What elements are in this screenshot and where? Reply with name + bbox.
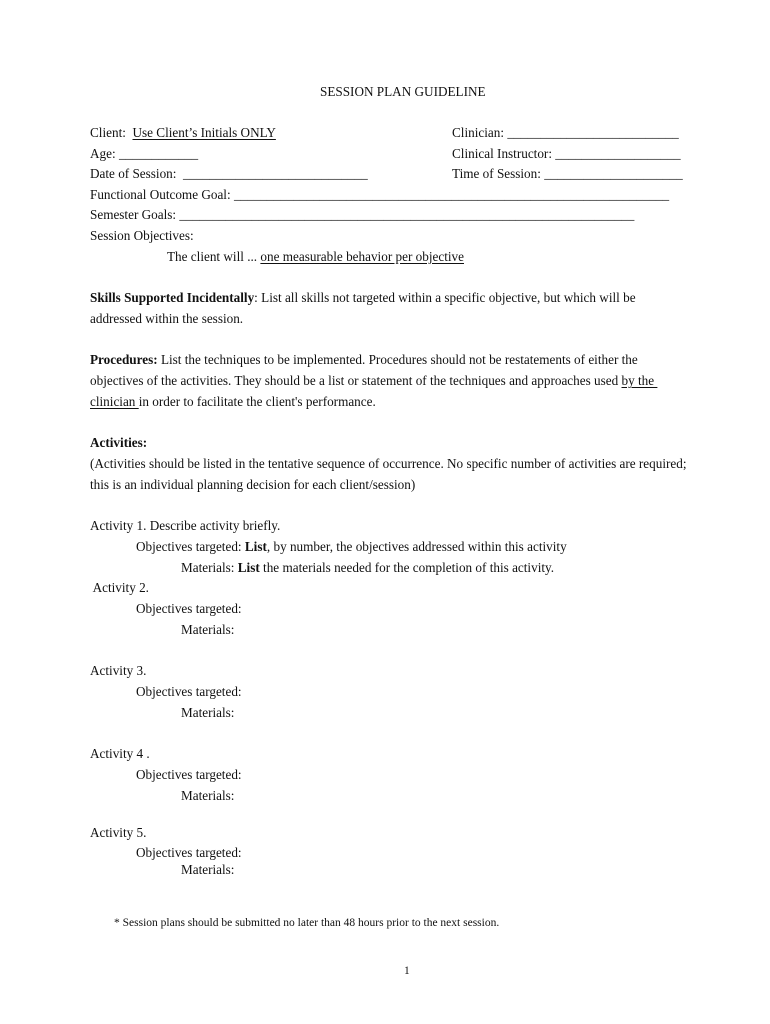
time-blank: _____________________ [544, 166, 683, 181]
functional-goal-field [90, 187, 669, 203]
activities-heading [90, 435, 147, 451]
date-field [90, 166, 368, 182]
client-label: Client: [90, 125, 126, 140]
clinician-blank: __________________________ [507, 125, 679, 140]
time-label: Time of Session: [452, 166, 541, 181]
activity-4-title: Activity 4 . [90, 746, 150, 761]
client-field [90, 125, 276, 141]
semester-goals-field [90, 207, 634, 223]
activity-1-mat-label: Materials: [181, 560, 238, 575]
activity-1-obj-label: Objectives targeted: [136, 539, 245, 554]
clinician-label: Clinician: [452, 125, 505, 140]
procedures-heading: Procedures: [90, 352, 158, 367]
age-field [90, 146, 198, 162]
activities-line-1: (Activities should be listed in the tentative sequence of occurrence. No specific number of activities are required; [90, 456, 687, 471]
page-number: 1 [404, 965, 410, 977]
instructor-blank: ___________________ [555, 146, 681, 161]
activities-line-2: this is an individual planning decision for each client/session) [90, 477, 416, 492]
activity-4-materials: Materials: [181, 788, 235, 803]
skills-line-2: addressed within the session. [90, 311, 244, 326]
activity-1-materials [181, 560, 554, 576]
procedures-underlined-3: clinician [90, 394, 139, 409]
age-label: Age: [90, 146, 116, 161]
date-label: Date of Session: [90, 166, 177, 181]
procedures-line-3 [90, 394, 376, 410]
skills-line-1 [90, 290, 636, 306]
instructor-label: Clinical Instructor: [452, 146, 552, 161]
activity-5-objectives: Objectives targeted: [136, 845, 242, 860]
skills-text-1: : List all skills not targeted within a specific objective, but which will be [254, 290, 636, 305]
activity-1-objectives [136, 539, 567, 555]
procedures-line-2 [90, 373, 657, 389]
functional-label: Functional Outcome Goal: [90, 187, 231, 202]
functional-blank: __________________________________________________________________ [233, 187, 670, 202]
procedures-text-2: objectives of the activities. They should be a list or statement of the techniques and approaches used [90, 373, 622, 388]
client-will-text: The client will ... [167, 249, 258, 264]
client-will-underlined: one measurable behavior per objective [260, 249, 464, 264]
instructor-field [452, 146, 681, 162]
clinician-field [452, 125, 679, 141]
activity-1-title: Activity 1. Describe activity briefly. [90, 518, 281, 533]
client-value: Use Client’s Initials ONLY [132, 125, 276, 140]
semester-label: Semester Goals: [90, 207, 177, 222]
procedures-underlined-2: by the [621, 373, 658, 388]
procedures-text-3: in order to facilitate the client's performance. [138, 394, 376, 409]
activity-1-mat-bold: List [237, 560, 260, 575]
semester-blank: _____________________________________________________________________ [179, 207, 635, 222]
activity-1-mat-rest: the materials needed for the completion of this activity. [259, 560, 555, 575]
activity-4-objectives: Objectives targeted: [136, 767, 242, 782]
activity-5-materials: Materials: [181, 862, 235, 877]
activity-3-objectives: Objectives targeted: [136, 684, 242, 699]
procedures-text-1: List the techniques to be implemented. Procedures should not be restatements of either the [157, 352, 638, 367]
activity-2-objectives: Objectives targeted: [136, 601, 242, 616]
activity-1-obj-rest: , by number, the objectives addressed within this activity [266, 539, 567, 554]
client-will-line [167, 249, 464, 265]
date-blank: ____________________________ [183, 166, 368, 181]
activity-3-title: Activity 3. [90, 663, 147, 678]
skills-heading: Skills Supported Incidentally [90, 290, 255, 305]
activity-1-obj-bold: List [244, 539, 267, 554]
time-field [452, 166, 683, 182]
activity-3-materials: Materials: [181, 705, 235, 720]
footnote: * Session plans should be submitted no later than 48 hours prior to the next session. [114, 917, 500, 929]
session-objectives-label: Session Objectives: [90, 228, 194, 243]
procedures-line-1 [90, 352, 638, 368]
activity-2-materials: Materials: [181, 622, 235, 637]
activity-5-title: Activity 5. [90, 825, 147, 840]
activity-2-title: Activity 2. [90, 580, 149, 595]
age-blank: ____________ [118, 146, 199, 161]
page-title: SESSION PLAN GUIDELINE [320, 84, 486, 99]
activities-heading-text: Activities: [90, 435, 148, 450]
